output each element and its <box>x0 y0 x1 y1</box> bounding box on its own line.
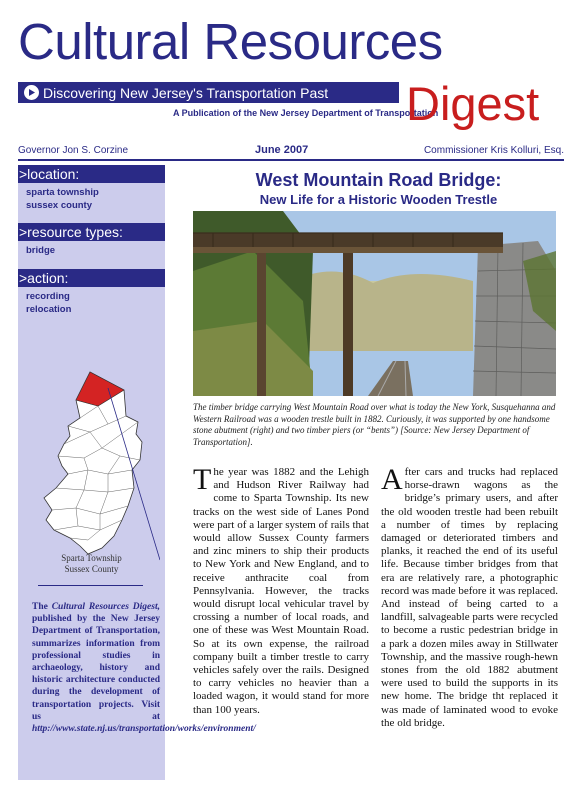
photo-caption: The timber bridge carrying West Mountain Road over what is today the New York, Susquehanna and Western Railroad was a wooden trestle built in 1882. Curiously, it was supported by one handsome stone abutment (right) and two timber piers (or “bents”) [Source: New Jersey Department of Transportation]. <box>193 402 556 447</box>
sidebar-divider <box>38 585 143 586</box>
map-caption-county: Sussex County <box>64 564 119 574</box>
location-item: sparta township <box>26 187 99 198</box>
issue-date: June 2007 <box>255 144 309 156</box>
location-list <box>18 183 165 212</box>
commissioner-name: Commissioner Kris Kolluri, Esq. <box>423 145 564 156</box>
bridge-photo <box>193 211 556 396</box>
header-divider <box>18 159 564 161</box>
action-item: recording <box>26 291 70 302</box>
new-jersey-map <box>28 370 160 580</box>
resource-types-list <box>18 241 165 257</box>
masthead-digest: Digest <box>406 77 540 130</box>
drop-cap: T <box>193 463 212 496</box>
masthead-title: Cultural Resources <box>18 13 443 70</box>
drop-cap: A <box>381 463 403 496</box>
blurb-pre: The <box>32 602 52 612</box>
action-list <box>18 287 165 316</box>
blurb-italic: Cultural Resources Digest, <box>51 602 160 612</box>
location-heading: >location: <box>18 165 165 183</box>
location-item: sussex county <box>26 200 92 211</box>
article-title: West Mountain Road Bridge: <box>255 170 502 190</box>
article-column-2 <box>381 463 558 730</box>
resource-types-heading: >resource types: <box>18 223 165 241</box>
masthead-subtitle: Discovering New Jersey's Transportation Past <box>43 84 329 101</box>
resource-type-item: bridge <box>26 245 56 256</box>
info-bar <box>18 144 564 160</box>
sidebar <box>18 165 256 780</box>
article-subtitle: New Life for a Historic Wooden Trestle <box>259 192 498 207</box>
map-caption <box>18 553 165 575</box>
blurb-url-link[interactable]: http://www.state.nj.us/transportation/works/environment/ <box>32 724 256 735</box>
map-caption-township: Sparta Township <box>61 553 122 563</box>
column-1-text: he year was 1882 and the Lehigh and Hudson River Railway had come to Sparta Township. Its new tracks on the west side of Lanes Pond were part of a larger system of rails that would allow Sussex County farmers and zinc miners to ship their products to New York and New England, and to receive anthracite coal from Pennsylvania. However, the tracks would disrupt local vehicular travel by crossing a number of local roads, and one of these was West Mountain Road. So at its own expense, the railroad company built a timber trestle to carry vehicles safely over the rails. Designed to carry vehicles no heavier than a loaded wagon, it would stand for more than 100 years. <box>193 466 369 716</box>
publisher-line: A Publication of the New Jersey Department of Transportation <box>173 108 439 118</box>
action-item: relocation <box>26 304 72 315</box>
publication-blurb <box>32 601 256 735</box>
action-heading: >action: <box>18 269 165 287</box>
blurb-post: published by the New Jersey Department of Transportation, summarizes information from professional studies in archaeology, history and historic architecture conducted during the development of transportation projects. Visit us at <box>32 614 160 722</box>
arrow-right-icon <box>24 85 39 100</box>
masthead-subtitle-bar <box>18 82 399 103</box>
governor-name: Governor Jon S. Corzine <box>18 145 129 156</box>
column-2-text: fter cars and trucks had replaced horse-drawn wagons as the bridge’s primary users, and after the old wooden trestle had been rebuilt a number of times by replacing damaged or deteriorated timbers and planks, it reached the end of its useful life. Because timber bridges from that era are relatively rare, a photographic record was made before it was replaced. And instead of being carted to a landfill, salvageable parts were recycled to become a rustic pedestrian bridge in a park a dozen miles away in Stillwater Township, and the massive rough-hewn stones from the old 1882 abutment were used to build the supports in its new home. The bridge tht replaced it was made of laminated wood to evoke the old bridge. <box>381 466 558 729</box>
article-column-1 <box>193 463 369 717</box>
